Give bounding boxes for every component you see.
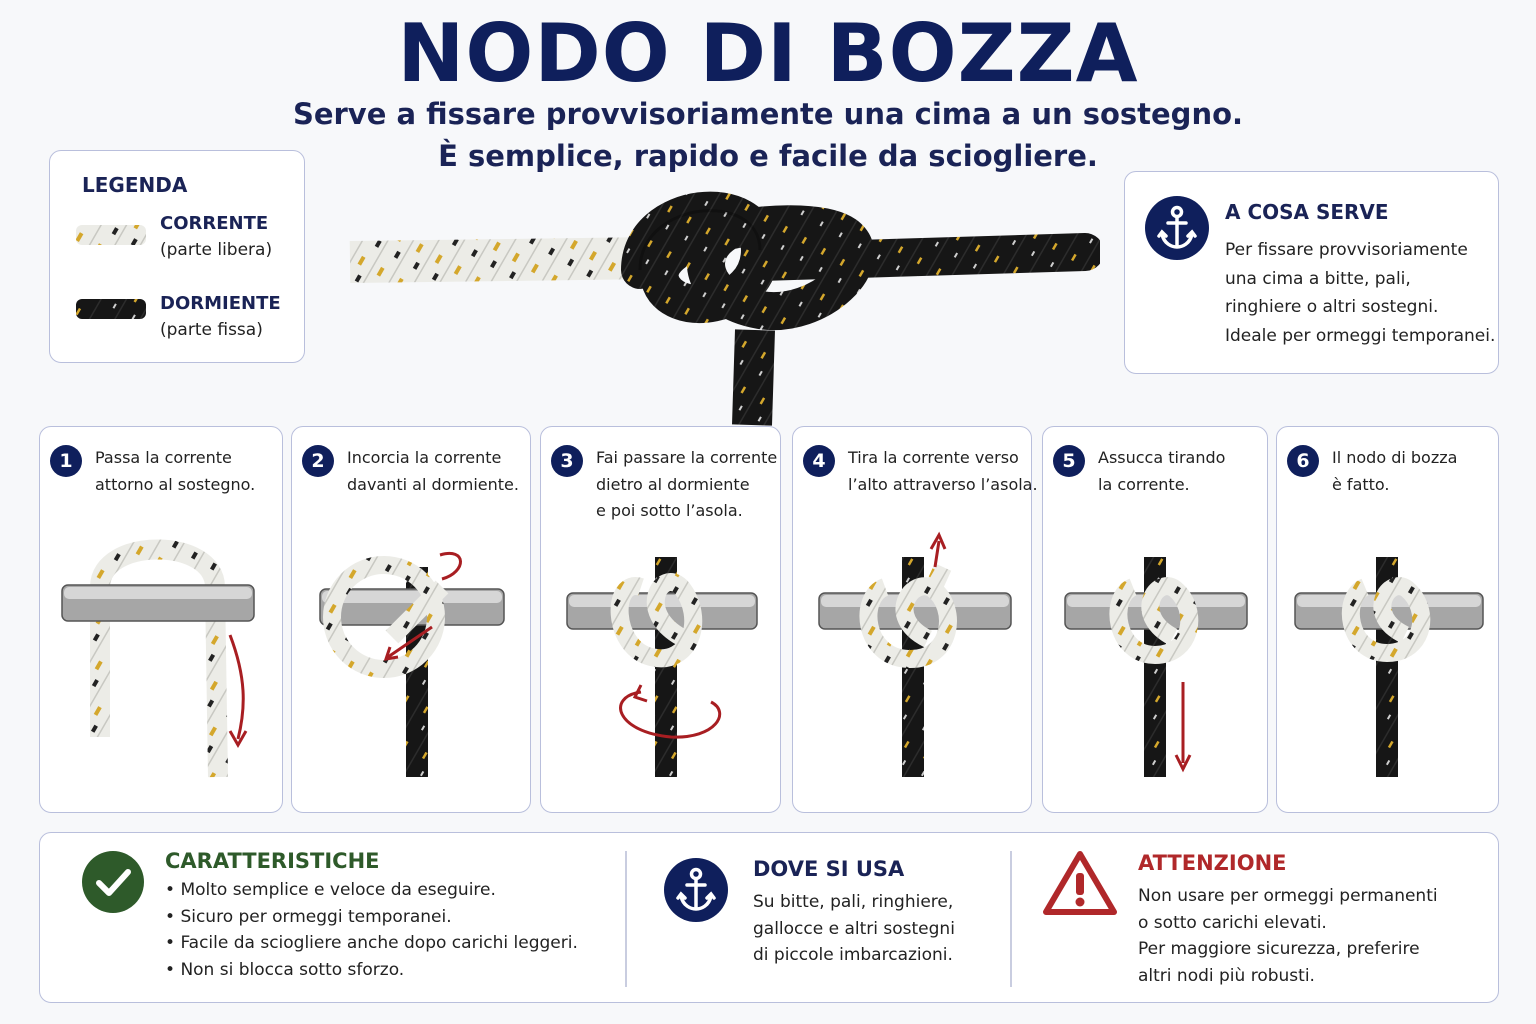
list-item: • Facile da sciogliere anche dopo carichi leggeri. — [165, 930, 578, 957]
step-line: Tira la corrente verso — [848, 448, 1019, 467]
warning-title: ATTENZIONE — [1138, 851, 1287, 875]
step-line: Assucca tirando — [1098, 448, 1226, 467]
step-line: attorno al sostegno. — [95, 474, 256, 494]
step-6-illustration — [1277, 527, 1500, 807]
hero-knot-illustration — [340, 190, 1100, 430]
purpose-text — [1225, 236, 1496, 350]
purpose-line: ringhiere o altri sostegni. — [1225, 297, 1439, 317]
usage-text — [753, 889, 955, 969]
step-text — [95, 445, 255, 498]
step-line: dietro al dormiente — [596, 474, 750, 494]
step-card-4 — [792, 426, 1038, 813]
purpose-line: una cima a bitte, pali, — [1225, 268, 1411, 289]
purpose-panel — [1124, 171, 1499, 374]
step-number: 4 — [803, 445, 835, 477]
step-line: Fai passare la corrente — [596, 448, 778, 467]
features-title: CARATTERISTICHE — [165, 849, 380, 873]
anchor-icon — [1145, 196, 1209, 260]
step-line: Il nodo di bozza — [1332, 448, 1458, 467]
step-card-6 — [1276, 426, 1499, 813]
features-list — [165, 877, 578, 983]
warning-line: Non usare per ormeggi permanenti — [1138, 886, 1438, 906]
legend-white-rope-swatch — [76, 223, 146, 247]
list-item: • Sicuro per ormeggi temporanei. — [165, 904, 578, 931]
warning-line: Per maggiore sicurezza, preferire — [1138, 939, 1420, 959]
check-icon — [82, 851, 144, 913]
step-5-illustration — [1043, 527, 1269, 807]
step-text — [848, 445, 1038, 498]
legend-item-name-dormiente: DORMIENTE — [160, 293, 281, 314]
usage-line: di piccole imbarcazioni. — [753, 945, 953, 965]
step-4-illustration — [793, 527, 1033, 807]
step-number: 5 — [1053, 445, 1085, 477]
page-title: NODO DI BOZZA — [397, 7, 1139, 100]
step-text — [347, 445, 519, 498]
step-line: e poi sotto l’asola. — [596, 501, 743, 520]
purpose-line: Per fissare provvisoriamente — [1225, 240, 1468, 260]
legend-item-name-corrente: CORRENTE — [160, 213, 269, 234]
purpose-title: A COSA SERVE — [1225, 200, 1389, 224]
usage-title: DOVE SI USA — [753, 857, 905, 881]
step-number: 3 — [551, 445, 583, 477]
purpose-line: Ideale per ormeggi temporanei. — [1225, 325, 1496, 346]
step-3-illustration — [541, 527, 782, 807]
legend-panel — [49, 150, 305, 363]
list-item: • Molto semplice e veloce da eseguire. — [165, 877, 578, 904]
subtitle-line-1: Serve a fissare provvisoriamente una cima a un sostegno. — [292, 97, 1244, 131]
step-2-illustration — [292, 527, 532, 807]
divider — [1010, 851, 1012, 987]
step-number: 2 — [302, 445, 334, 477]
step-number: 1 — [50, 445, 82, 477]
step-1-illustration — [40, 527, 284, 807]
legend-item-desc-dormiente: (parte fissa) — [160, 320, 263, 340]
warning-line: altri nodi più robusti. — [1138, 965, 1315, 986]
legend-title: LEGENDA — [82, 173, 188, 197]
step-card-3 — [540, 426, 781, 813]
step-card-1 — [39, 426, 283, 813]
step-card-5 — [1042, 426, 1268, 813]
warning-icon — [1042, 849, 1118, 917]
legend-item-desc-corrente: (parte libera) — [160, 240, 273, 260]
step-line: Incorcia la corrente — [347, 448, 502, 467]
usage-line: gallocce e altri sostegni — [753, 918, 955, 939]
anchor-icon — [664, 858, 728, 922]
subtitle-line-2: È semplice, rapido e facile da sciogliere. — [438, 139, 1098, 173]
list-item: • Non si blocca sotto sforzo. — [165, 957, 578, 984]
step-line: è fatto. — [1332, 474, 1390, 494]
step-text — [596, 445, 777, 525]
step-text — [1332, 445, 1457, 498]
step-line: davanti al dormiente. — [347, 474, 519, 494]
divider — [625, 851, 627, 987]
hero-standing-free-rope — [350, 258, 660, 262]
step-line: Passa la corrente — [95, 448, 232, 467]
warning-text — [1138, 883, 1438, 989]
step-number: 6 — [1287, 445, 1319, 477]
step-line: la corrente. — [1098, 474, 1190, 494]
step-card-2 — [291, 426, 531, 813]
step-line: l’alto attraverso l’asola. — [848, 474, 1038, 494]
step-text — [1098, 445, 1225, 498]
warning-line: o sotto carichi elevati. — [1138, 912, 1327, 933]
usage-line: Su bitte, pali, ringhiere, — [753, 892, 954, 912]
legend-black-rope-swatch — [76, 297, 146, 321]
info-panel — [39, 832, 1499, 1003]
